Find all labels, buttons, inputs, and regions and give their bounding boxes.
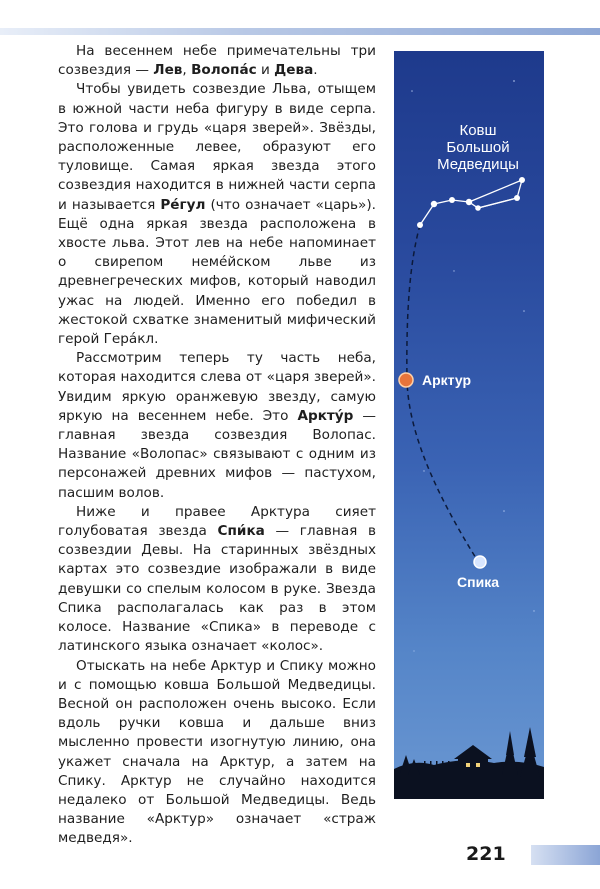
arcturus-label: Арктур <box>422 372 472 388</box>
paragraph <box>58 657 376 849</box>
paragraph <box>58 349 376 503</box>
paragraph <box>58 503 376 657</box>
dipper-star <box>417 222 423 228</box>
night-sky-illustration <box>394 51 544 799</box>
paragraph <box>58 42 376 80</box>
text-run: (что означает «царь»). Ещё одна яркая звезда расположена в хвосте льва. Этот лев на небе напоминает о свирепом неме́йском льве из древнегреческих мифов, который наводил ужас на людей. Именно его победил в жестокой схватке знаменитый мифический герой Гера́кл. <box>58 196 376 348</box>
text-run: , <box>182 62 192 79</box>
text-run: — главная в созвездии Девы. На старинных звёздных картах это созвездие изображали в виде девушки со спелым колосом в руке. Звезда Спика располагалась как раз в этом колосе. Название «Спика» в переводе с латинского языка означает «колос». <box>58 523 376 655</box>
dipper-star <box>466 199 472 205</box>
dipper-label: Ковш <box>459 122 497 139</box>
arcturus-star <box>399 373 413 387</box>
text-run: Ниже и правее Арктура сияет голубоватая звезда <box>58 503 376 540</box>
text-run: Рассмотрим теперь ту часть неба, которая находится слева от «царя зверей». Увидим яркую оранжевую звезду, самую яркую на весеннем небе. Это <box>58 350 376 424</box>
term-highlight: Аркту́р <box>297 407 354 424</box>
big-dipper-stars <box>417 177 525 228</box>
text-run: . <box>313 62 318 79</box>
guide-curve <box>407 225 479 563</box>
dipper-label: Большой <box>446 139 510 156</box>
text-run: Чтобы увидеть созвездие Льва, отыщем в южной части неба фигуру в виде серпа. Это голова и грудь «царя зверей». Звёзды, расположенные левее, образуют его туловище. Самая яркая звезда этого созвездия находится в нижней части серпа и называется <box>58 81 376 213</box>
term-highlight: Лев <box>153 62 183 79</box>
text-run: — главная звезда созвездия Волопас. Название «Волопас» связывают с одним из персонажей древних мифов — пастухом, пасшим волов. <box>58 407 376 501</box>
dipper-star <box>475 205 481 211</box>
article-text <box>58 42 376 849</box>
term-highlight: Ре́гул <box>160 196 206 213</box>
dipper-star <box>449 197 455 203</box>
header-decoration-bar <box>0 28 600 35</box>
paragraph <box>58 80 376 349</box>
dipper-star <box>514 195 520 201</box>
dipper-star <box>431 201 437 207</box>
sky-svg <box>394 51 544 799</box>
text-run: и <box>256 62 275 79</box>
term-highlight: Спи́ка <box>217 523 265 540</box>
dipper-star <box>519 177 525 183</box>
dipper-label: Медведицы <box>437 156 519 173</box>
text-run: На весеннем небе примечательны три созвездия — <box>58 43 376 79</box>
term-highlight: Дева <box>274 62 314 79</box>
footer-decoration-bar <box>531 845 600 865</box>
spica-label: Спика <box>457 574 499 590</box>
spica-star <box>474 556 486 568</box>
village-silhouette <box>394 727 544 799</box>
page-number: 221 <box>466 843 506 865</box>
term-highlight: Волопа́с <box>191 62 257 79</box>
text-run: Отыскать на небе Арктур и Спику можно и с помощью ковша Большой Медведицы. Весной он расположен очень высоко. Если вдоль ручки ковша и дальше вниз мысленно провести изогнутую линию, она укажет сначала на Арктур, а затем на Спику. Арктур не случайно находится недалеко от Большой Медведицы. Ведь название «Арктур» означает «страж медведя». <box>58 657 376 847</box>
